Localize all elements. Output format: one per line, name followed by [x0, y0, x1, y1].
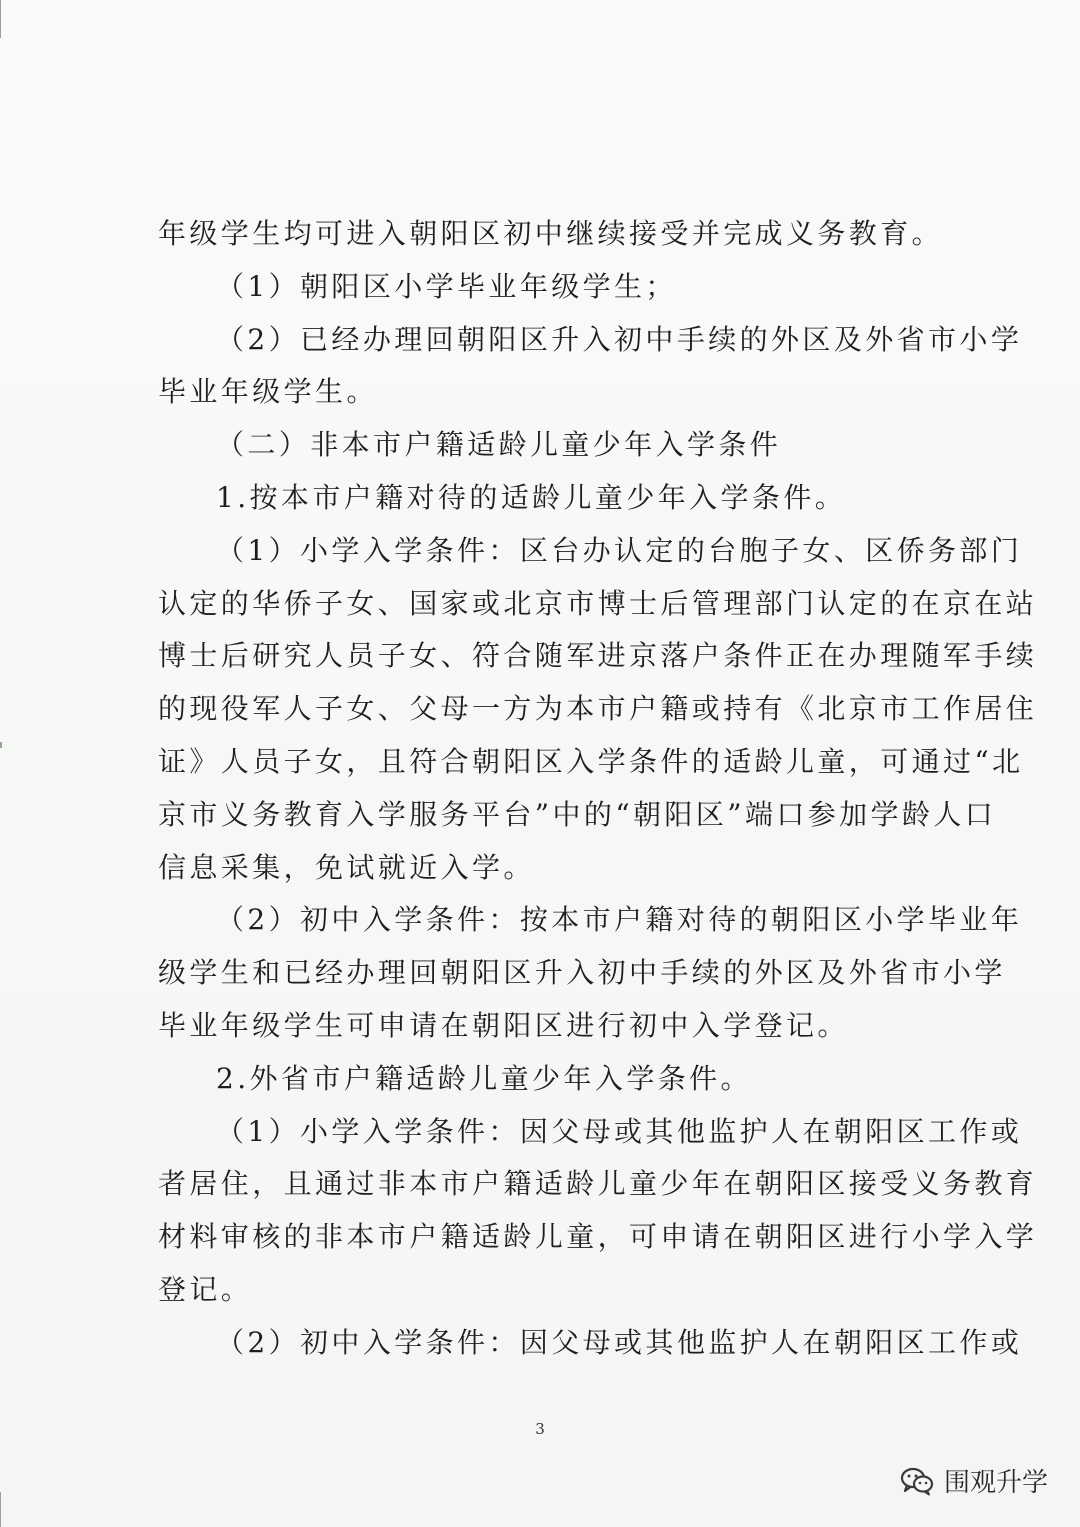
text-line: （2）初中入学条件：按本市户籍对待的朝阳区小学毕业年 — [216, 903, 1023, 937]
watermark-text: 围观升学 — [943, 1468, 1048, 1498]
text-line: 1.按本市户籍对待的适龄儿童少年入学条件。 — [216, 480, 847, 514]
text-line: （二）非本市户籍适龄儿童少年入学条件 — [216, 428, 782, 462]
text-line: 毕业年级学生。 — [158, 375, 378, 409]
text-line: （1）朝阳区小学毕业年级学生； — [216, 269, 677, 303]
document-body — [158, 208, 1038, 1370]
text-line: 级学生和已经办理回朝阳区升入初中手续的外区及外省市小学 — [158, 956, 1006, 990]
text-line: 博士后研究人员子女、符合随军进京落户条件正在办理随军手续 — [158, 639, 1038, 673]
text-line: （1）小学入学条件：因父母或其他监护人在朝阳区工作或 — [216, 1114, 1023, 1148]
scan-edge-mark — [0, 1492, 1, 1527]
text-line: 证》人员子女，且符合朝阳区入学条件的适龄儿童，可通过“北 — [158, 744, 1024, 778]
scan-edge-mark — [0, 742, 2, 748]
text-line: 的现役军人子女、父母一方为本市户籍或持有《北京市工作居住 — [158, 692, 1038, 726]
page-number: 3 — [535, 1420, 545, 1438]
text-line: 者居住，且通过非本市户籍适龄儿童少年在朝阳区接受义务教育 — [158, 1167, 1038, 1201]
scan-edge-mark — [0, 0, 1, 38]
wechat-icon — [900, 1466, 934, 1496]
text-line: 登记。 — [158, 1272, 253, 1306]
text-line: 京市义务教育入学服务平台”中的“朝阳区”端口参加学龄人口 — [158, 797, 997, 831]
text-line: 毕业年级学生可申请在朝阳区进行初中入学登记。 — [158, 1008, 849, 1042]
text-line: （2）初中入学条件：因父母或其他监护人在朝阳区工作或 — [216, 1325, 1023, 1359]
watermark — [900, 1462, 1048, 1499]
text-line: 材料审核的非本市户籍适龄儿童，可申请在朝阳区进行小学入学 — [158, 1220, 1038, 1254]
text-line: 2.外省市户籍适龄儿童少年入学条件。 — [216, 1061, 752, 1095]
text-line: （2）已经办理回朝阳区升入初中手续的外区及外省市小学 — [216, 322, 1023, 356]
text-line: 信息采集，免试就近入学。 — [158, 850, 535, 884]
text-line: （1）小学入学条件：区台办认定的台胞子女、区侨务部门 — [216, 533, 1023, 567]
text-line: 年级学生均可进入朝阳区初中继续接受并完成义务教育。 — [158, 217, 944, 250]
text-line: 认定的华侨子女、国家或北京市博士后管理部门认定的在京在站 — [158, 586, 1038, 620]
